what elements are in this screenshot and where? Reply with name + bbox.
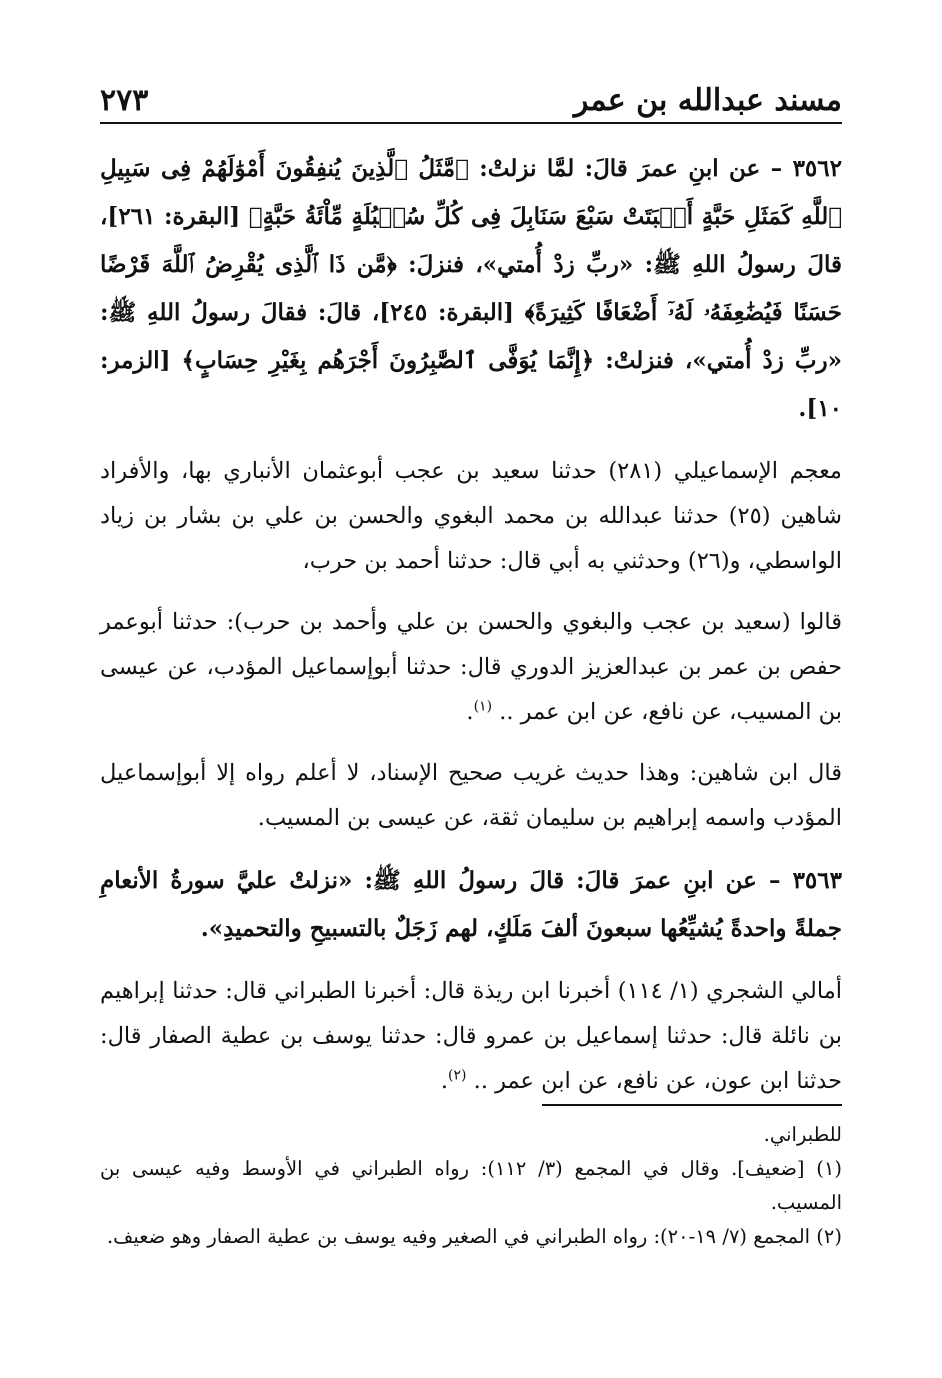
header-divider [100,122,842,124]
takhrij-paragraph-2 [100,600,842,735]
hadith-number: ٣٥٦٣ [792,867,842,894]
footnote-2: (٢) المجمع (٧/ ١٩-٢٠): رواه الطبراني في الصغير وفيه يوسف بن عطية الصفار وهو ضعيف. [106,1225,842,1248]
hadith-3562 [100,145,842,433]
takhrij-end: . [466,699,474,725]
footnote-ref-2[interactable]: (٢) [448,1067,467,1084]
ibn-shahin-note: قال ابن شاهين: وهذا حديث غريب صحيح الإسناد، لا أعلم رواه إلا أبوإسماعيل المؤدب واسمه إبراهيم بن سليمان ثقة، عن عيسى بن المسيب. [100,760,842,831]
page-header [100,78,842,118]
hadith-text: – عن ابنِ عمرَ قالَ: قالَ رسولُ اللهِ ﷺ: «نزلتْ عليَّ سورةُ الأنعامِ جملةً واحدةً يُشيِّعُها سبعونَ ألفَ مَلَكٍ، لهم زَجَلٌ بالتسبيحِ والتحميدِ». [100,867,842,942]
takhrij-text: أمالي الشجري (١/ ١١٤) أخبرنا ابن ريذة قال: أخبرنا الطبراني قال: حدثنا إبراهيم بن نائلة قال: حدثنا إسماعيل بن عمرو قال: حدثنا يوسف بن عطية الصفار قال: حدثنا ابن عون، عن نافع، عن ابن عمر .. [100,978,843,1094]
footnotes [100,1118,842,1254]
footnote-ref-1[interactable]: (١) [473,698,493,715]
takhrij-text: قالوا (سعيد بن عجب والبغوي والحسن بن علي وأحمد بن حرب): حدثنا أبوعمر حفص بن عمر بن عبدالعزيز الدوري قال: حدثنا أبوإسماعيل المؤدب، عن عيسى بن المسيب، عن نافع، عن ابن عمر .. [100,609,842,725]
hadith-text: – عن ابنِ عمرَ قالَ: لمَّا نزلتْ: ﴿مَّثَلُ ٱلَّذِينَ يُنفِقُونَ أَمْوَٰلَهُمْ فِى سَبِيلِ ٱللَّهِ كَمَثَلِ حَبَّةٍ أَنۢبَتَتْ سَبْعَ سَنَابِلَ فِى كُلِّ سُنۢبُلَةٍ مِّاْئَةُ حَبَّةٍ﴾ [البقرة: ٢٦١]، قالَ رسولُ اللهِ ﷺ: «ربِّ زدْ أُمتي»، فنزلَ: ﴿مَّن ذَا ٱلَّذِى يُقْرِضُ ٱللَّهَ قَرْضًا حَسَنًا فَيُضَٰعِفَهُۥ لَهُۥٓ أَضْعَافًا كَثِيرَةً﴾ [البقرة: ٢٤٥]، قالَ: فقالَ رسولُ اللهِ ﷺ: «ربِّ زدْ أُمتي»، فنزلتْ: ﴿إِنَّمَا يُوَفَّى ٱلصَّٰبِرُونَ أَجْرَهُم بِغَيْرِ حِسَابٍ﴾ [الزمر: ١٠]. [100,155,842,422]
main-text [100,145,842,1104]
page-number: ٢٧٣ [100,83,149,118]
takhrij-end: . [440,1068,449,1094]
hadith-number: ٣٥٦٢ [792,155,842,182]
hadith-3563 [100,857,842,953]
takhrij-paragraph-1: معجم الإسماعيلي (٢٨١) حدثنا سعيد بن عجب أبوعثمان الأنباري بها، والأفراد شاهين (٢٥) حدثنا عبدالله بن محمد البغوي والحسن بن علي بن بشار بن زياد الواسطي، و(٢٦) وحدثني به أبي قال: حدثنا أحمد بن حرب، [100,458,843,574]
footnote-divider [542,1104,842,1106]
takhrij-paragraph-3 [100,969,842,1104]
footnote-continuation: للطبراني. [763,1123,842,1146]
footnote-1: (١) [ضعيف]. وقال في المجمع (٣/ ١١٢): رواه الطبراني في الأوسط وفيه عيسى بن المسيب. [100,1157,842,1214]
running-title: مسند عبدالله بن عمر [573,83,842,118]
